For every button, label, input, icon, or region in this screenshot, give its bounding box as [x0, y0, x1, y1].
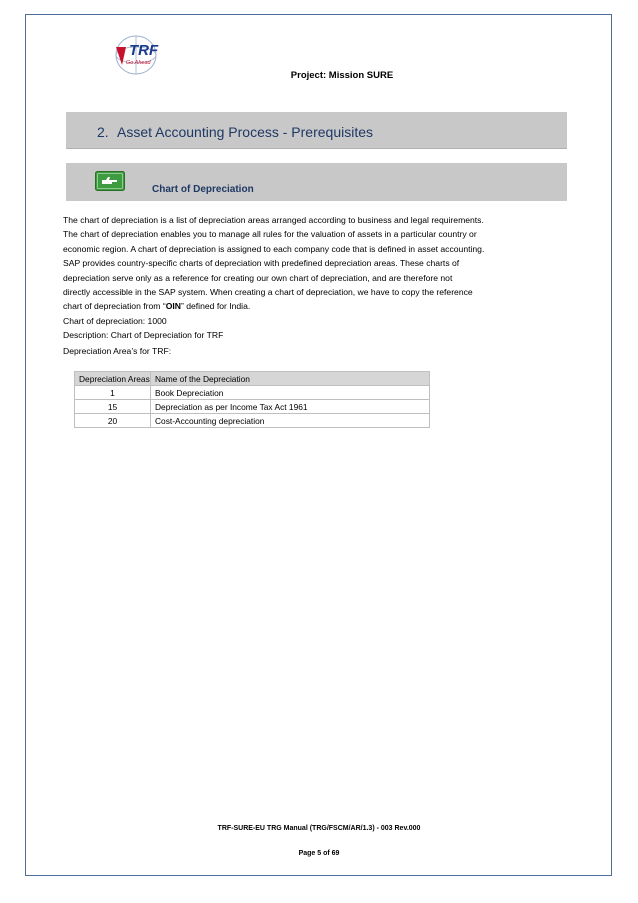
reference-chart-code: OIN — [165, 301, 181, 312]
area-name-cell: Depreciation as per Income Tax Act 1961 — [151, 400, 430, 414]
body-line-last — [63, 299, 561, 313]
body-paragraph — [63, 213, 561, 343]
project-title: Project: Mission SURE — [290, 70, 394, 81]
section-heading-bar — [66, 112, 567, 149]
depreciation-areas-table — [74, 371, 430, 428]
logo-text: TRF — [129, 42, 159, 59]
footer-manual-reference: TRF-SURE-EU TRG Manual (TRG/FSCM/AR/1.3) - 003 Rev.000 — [217, 825, 421, 832]
body-line-prefix: chart of depreciation from “ — [63, 301, 166, 312]
body-line: The chart of depreciation enables you to manage all rules for the valuation of assets in a particular country or — [63, 229, 477, 240]
column-header: Depreciation Areas — [75, 372, 151, 386]
area-number-cell: 1 — [75, 386, 151, 400]
body-line: directly accessible in the SAP system. When creating a chart of depreciation, we have to copy the reference — [63, 287, 473, 298]
body-line-suffix: ” defined for India. — [180, 301, 251, 312]
subsection-heading-bar — [66, 163, 567, 201]
column-header: Name of the Depreciation — [151, 372, 430, 386]
depreciation-areas-heading: Depreciation Area’s for TRF: — [63, 346, 172, 356]
table-header-row — [75, 372, 430, 386]
body-line: depreciation serve only as a reference for creating our own chart of depreciation, and are therefore not — [63, 272, 453, 283]
body-line: economic region. A chart of depreciation is assigned to each company code that is defined in asset accounting. — [63, 243, 485, 254]
area-number-cell: 15 — [75, 400, 151, 414]
logo-tagline: Go Ahead — [126, 60, 151, 66]
pointing-hand-icon — [95, 171, 125, 191]
table-row — [75, 414, 430, 428]
subsection-title: Chart of Depreciation — [152, 184, 254, 195]
area-name-cell: Cost-Accounting depreciation — [151, 414, 430, 428]
table-row — [75, 386, 430, 400]
body-line: SAP provides country-specific charts of depreciation with predefined depreciation areas. These charts of — [63, 258, 460, 269]
footer-page-number: Page 5 of 69 — [298, 850, 340, 857]
table-row — [75, 400, 430, 414]
area-name-cell: Book Depreciation — [151, 386, 430, 400]
chart-of-depreciation-line: Chart of depreciation: 1000 — [63, 315, 167, 326]
area-number-cell: 20 — [75, 414, 151, 428]
description-line: Description: Chart of Depreciation for TRF — [63, 330, 224, 341]
section-number: 2. — [97, 124, 109, 140]
section-title: Asset Accounting Process - Prerequisites — [117, 124, 374, 140]
body-line: The chart of depreciation is a list of depreciation areas arranged according to business and legal requirements. — [63, 215, 484, 225]
